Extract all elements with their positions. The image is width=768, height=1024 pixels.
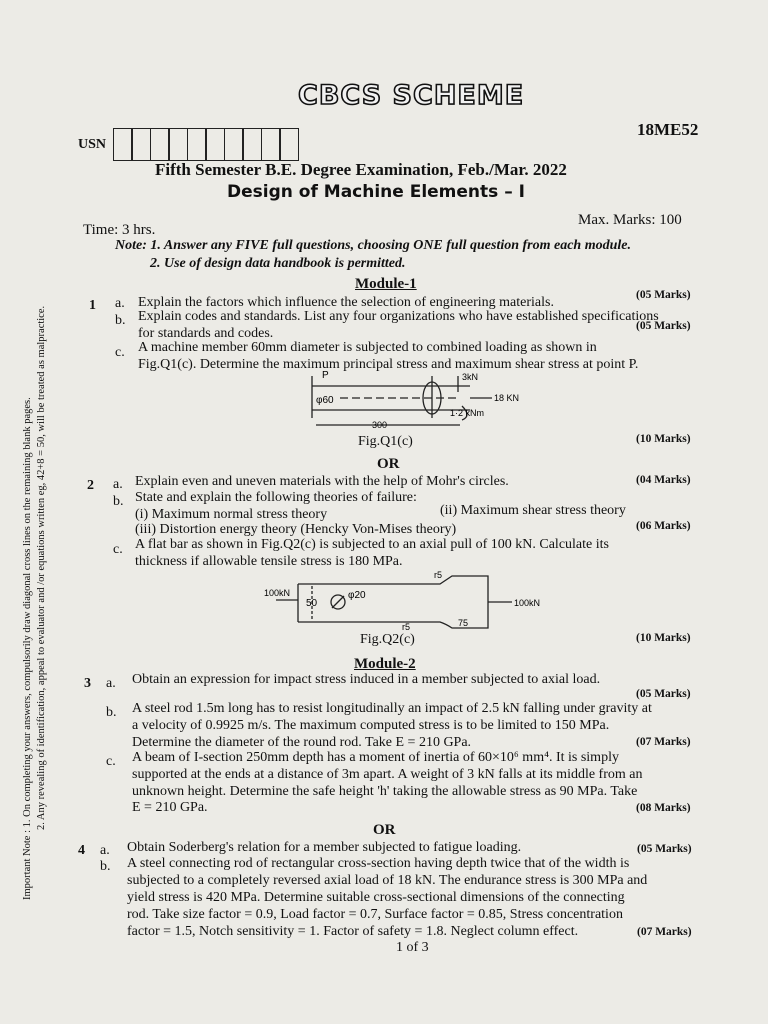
- usn-digit-box[interactable]: [224, 128, 244, 161]
- q1c-line2: Fig.Q1(c). Determine the maximum principal stress and maximum shear stress at point P.: [138, 357, 639, 372]
- fig-q2c-r-bottom: r5: [402, 622, 411, 630]
- q1-number: 1: [89, 298, 96, 313]
- q2c-label: c.: [113, 542, 123, 557]
- fig-q2c-load-left: 100kN: [264, 588, 291, 598]
- side-note-1: Important Note : 1. On completing your answers, compulsorily draw diagonal cross lines on the remaining blank pages.: [22, 397, 33, 900]
- q3b-line1: A steel rod 1.5m long has to resist longitudinally an impact of 2.5 kN falling under gravity at: [132, 701, 652, 716]
- q1c-line1: A machine member 60mm diameter is subjected to combined loading as shown in: [138, 340, 597, 355]
- q2b-label: b.: [113, 494, 124, 509]
- note-2: 2. Use of design data handbook is permitted.: [150, 256, 406, 271]
- usn-digit-box[interactable]: [261, 128, 281, 161]
- q3b-line2: a velocity of 0.9925 m/s. The maximum computed stress is to be limited to 150 MPa.: [132, 718, 610, 733]
- or-divider-2: OR: [373, 822, 396, 838]
- q4a-text: Obtain Soderberg's relation for a member subjected to fatigue loading.: [127, 840, 522, 855]
- q4b-line2: subjected to a completely reversed axial load of 18 kN. The endurance stress is 300 MPa and: [127, 873, 648, 888]
- fig-q2c-hole: φ20: [348, 590, 366, 601]
- q3c-label: c.: [106, 754, 116, 769]
- fig-q2c-width-right: 75: [458, 618, 469, 628]
- usn-label: USN: [78, 137, 107, 152]
- usn-digit-box[interactable]: [279, 128, 299, 161]
- q1a-marks: (05 Marks): [636, 289, 691, 301]
- q2b-item-iii: (iii) Distortion energy theory (Hencky Von-Mises theory): [135, 522, 457, 537]
- usn-digit-box[interactable]: [168, 128, 188, 161]
- subject-code: 18ME52: [637, 120, 699, 139]
- usn-digit-box[interactable]: [113, 128, 133, 161]
- usn-digit-box[interactable]: [131, 128, 151, 161]
- q2c-marks: (10 Marks): [636, 632, 691, 644]
- q4a-label: a.: [100, 843, 110, 858]
- fig-q2c-diagram: [262, 570, 572, 630]
- q1c-marks: (10 Marks): [636, 433, 691, 445]
- q2c-line2: thickness if allowable tensile stress is 180 MPa.: [135, 554, 403, 569]
- q3c-line4: E = 210 GPa.: [132, 800, 208, 815]
- max-marks: Max. Marks: 100: [578, 212, 682, 228]
- fig-q1c-force-down: 3kN: [462, 372, 479, 382]
- q4b-line4: rod. Take size factor = 0.9, Load factor = 0.7, Surface factor = 0.85, Stress concentration: [127, 907, 623, 922]
- q3c-marks: (08 Marks): [636, 802, 691, 814]
- q4a-marks: (05 Marks): [637, 843, 692, 855]
- fig-q2c-r-top: r5: [434, 570, 443, 580]
- fig-q1c-caption: Fig.Q1(c): [358, 434, 413, 449]
- q4b-line1: A steel connecting rod of rectangular cross-section having depth twice that of the width is: [127, 856, 630, 871]
- usn-digit-box[interactable]: [205, 128, 225, 161]
- q3b-line3: Determine the diameter of the round rod. Take E = 210 GPa.: [132, 735, 472, 750]
- q3a-text: Obtain an expression for impact stress induced in a member subjected to axial load.: [132, 672, 601, 687]
- q2a-marks: (04 Marks): [636, 474, 691, 486]
- fig-q2c-width: 50: [306, 598, 318, 609]
- q4b-line3: yield stress is 420 MPa. Determine suitable cross-sectional dimensions of the connecting: [127, 890, 625, 905]
- fig-q1c-point-label: P: [322, 370, 329, 381]
- fig-q1c-torque: 1·2 kNm: [450, 408, 485, 418]
- q3-number: 3: [84, 676, 91, 691]
- q4b-line5: factor = 1.5, Notch sensitivity = 1. Factor of safety = 1.8. Neglect column effect.: [127, 924, 579, 939]
- module-1-heading: Module-1: [355, 276, 417, 292]
- q3b-label: b.: [106, 705, 117, 720]
- q2b-text: State and explain the following theories of failure:: [135, 490, 417, 505]
- q2-number: 2: [87, 478, 94, 493]
- fig-q1c-force-axial: 18 KN: [494, 393, 520, 403]
- exam-title: Fifth Semester B.E. Degree Examination, Feb./Mar. 2022: [155, 160, 567, 179]
- q2b-marks: (06 Marks): [636, 520, 691, 532]
- module-2-heading: Module-2: [354, 656, 416, 672]
- fig-q2c-caption: Fig.Q2(c): [360, 632, 415, 647]
- fig-q2c-load-right: 100kN: [514, 598, 541, 608]
- q1a-label: a.: [115, 296, 125, 311]
- q2a-label: a.: [113, 477, 123, 492]
- fig-q1c-length: 300: [372, 420, 388, 430]
- q2a-text: Explain even and uneven materials with the help of Mohr's circles.: [135, 474, 509, 489]
- note-1: Note: 1. Answer any FIVE full questions, choosing ONE full question from each module.: [115, 238, 631, 253]
- q1b-line1: Explain codes and standards. List any four organizations who have established specifications: [138, 309, 659, 324]
- q4b-label: b.: [100, 859, 111, 874]
- q3c-line2: supported at the ends at a distance of 3m apart. A weight of 3 kN falls at its middle from an: [132, 767, 643, 782]
- fig-q1c-diagram: [300, 370, 560, 432]
- page-number: 1 of 3: [396, 940, 429, 955]
- fig-q1c-dia-label: φ60: [316, 395, 334, 406]
- q1b-label: b.: [115, 313, 126, 328]
- q1a-text: Explain the factors which influence the selection of engineering materials.: [138, 295, 554, 310]
- q3b-marks: (07 Marks): [636, 736, 691, 748]
- q3a-marks: (05 Marks): [636, 688, 691, 700]
- usn-digit-box[interactable]: [242, 128, 262, 161]
- time-allowed: Time: 3 hrs.: [83, 222, 156, 238]
- q1b-marks: (05 Marks): [636, 320, 691, 332]
- q4b-marks: (07 Marks): [637, 926, 692, 938]
- q3c-line3: unknown height. Determine the safe height 'h' taking the allowable stress as 90 MPa. Take: [132, 784, 638, 799]
- subject-title: Design of Machine Elements – I: [227, 182, 525, 202]
- q2b-item-i: (i) Maximum normal stress theory: [135, 507, 328, 522]
- usn-digit-box[interactable]: [187, 128, 207, 161]
- or-divider-1: OR: [377, 456, 400, 472]
- q2b-item-ii: (ii) Maximum shear stress theory: [440, 503, 626, 518]
- usn-digit-box[interactable]: [150, 128, 170, 161]
- usn-boxes[interactable]: [114, 128, 299, 161]
- q4-number: 4: [78, 843, 85, 858]
- scheme-title: CBCS SCHEME: [298, 80, 525, 111]
- q1c-label: c.: [115, 345, 125, 360]
- q3a-label: a.: [106, 676, 116, 691]
- q3c-line1: A beam of I-section 250mm depth has a moment of inertia of 60×10⁶ mm⁴. It is simply: [132, 750, 619, 765]
- q2c-line1: A flat bar as shown in Fig.Q2(c) is subjected to an axial pull of 100 kN. Calculate its: [135, 537, 609, 552]
- q1b-line2: for standards and codes.: [138, 326, 274, 341]
- side-note-2: 2. Any revealing of identification, appeal to evaluator and /or equations written eg, 42+8 = 50, will be treated as malpractice.: [36, 305, 47, 830]
